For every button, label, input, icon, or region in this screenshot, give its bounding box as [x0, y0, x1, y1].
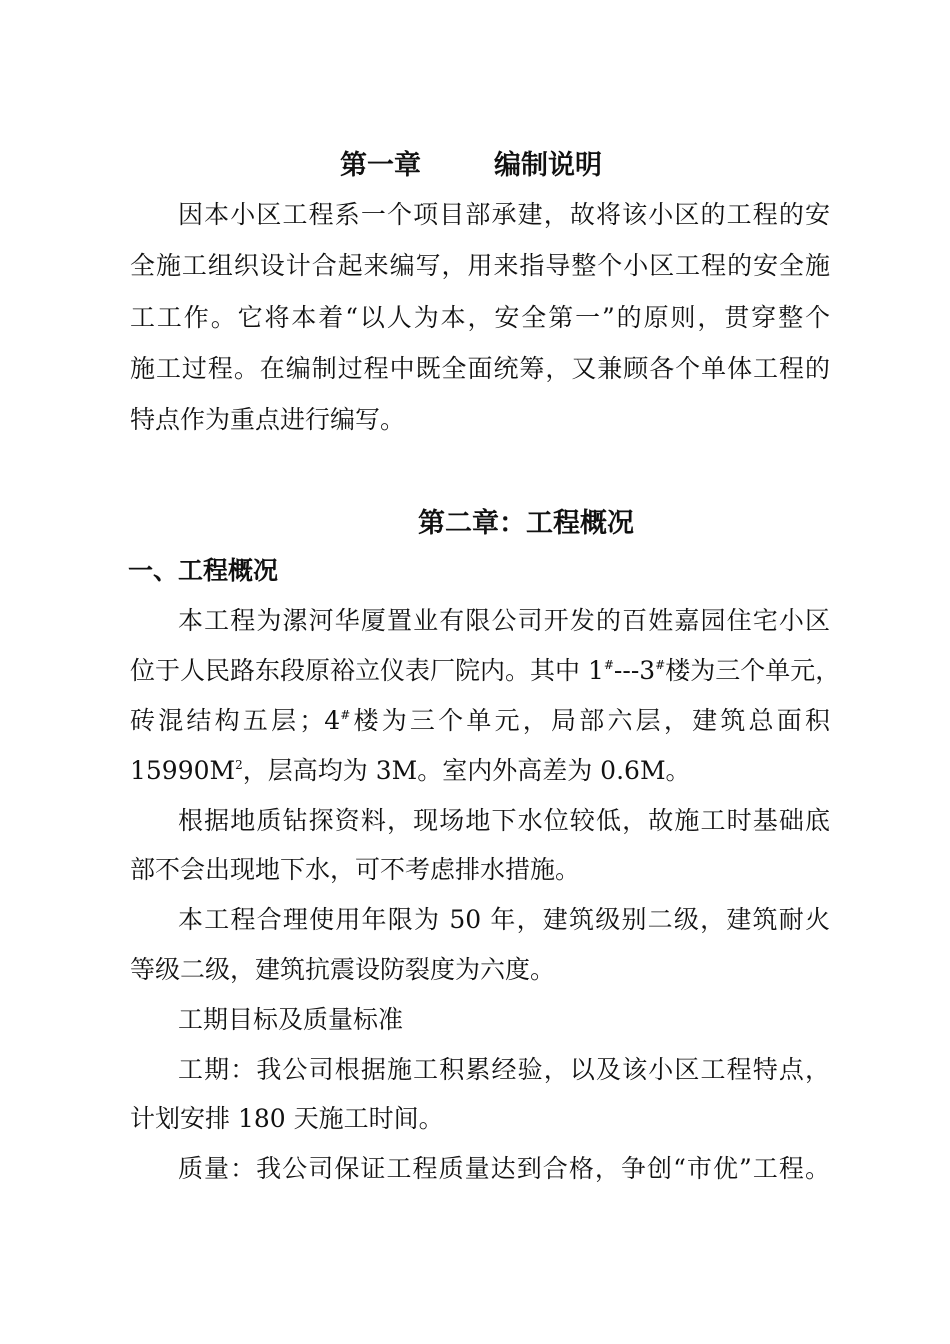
p1-line-3-sup: # — [340, 708, 351, 722]
p4-line-1: 工期目标及质量标准 — [178, 1005, 404, 1034]
chapter2-title: 第二章：工程概况 — [418, 508, 634, 539]
p1-line-2 — [130, 653, 841, 689]
chapter1-line-2: 全施工组织设计合起来编写，用来指导整个小区工程的安全施 — [130, 251, 830, 280]
chapter1-line-1: 因本小区工程系一个项目部承建，故将该小区的工程的安 — [178, 200, 830, 229]
chapter1-title-number: 第一章 — [340, 150, 421, 181]
p2-line-2: 部不会出现地下水，可不考虑排水措施。 — [130, 855, 581, 884]
p1-line-4 — [130, 753, 830, 789]
chapter1-line-5: 特点作为重点进行编写。 — [130, 405, 406, 434]
p1-line-2-b: ---3 — [613, 656, 656, 685]
chapter1-title-text: 编制说明 — [494, 150, 602, 181]
p1-line-3 — [130, 703, 830, 739]
p3-line-1: 本工程合理使用年限为 50 年，建筑级别二级，建筑耐火 — [178, 905, 830, 934]
p1-line-4-sup: 2 — [235, 758, 243, 772]
p1-line-4-b: ，层高均为 3M。室内外高差为 0.6M。 — [242, 756, 691, 785]
p2-line-1: 根据地质钻探资料，现场地下水位较低，故施工时基础底 — [178, 806, 830, 835]
chapter1-line-3: 工工作。它将本着“以人为本，安全第一”的原则，贯穿整个 — [130, 303, 830, 332]
chapter1-line-4: 施工过程。在编制过程中既全面统筹，又兼顾各个单体工程的 — [130, 354, 830, 383]
p1-line-3-a: 砖混结构五层；4 — [130, 706, 341, 735]
p1-line-3-b: 楼为三个单元，局部六层，建筑总面积 — [350, 706, 830, 735]
p1-line-2-c: 楼为三个单元， — [665, 656, 841, 685]
p5-line-2: 计划安排 180 天施工时间。 — [130, 1104, 444, 1133]
p1-line-2-sup-1: # — [603, 658, 614, 672]
section-title: 一、工程概况 — [128, 556, 279, 585]
p1-line-1: 本工程为漯河华厦置业有限公司开发的百姓嘉园住宅小区 — [178, 606, 830, 635]
p5-line-1: 工期：我公司根据施工积累经验，以及该小区工程特点， — [178, 1055, 830, 1084]
p1-line-4-a: 15990M — [130, 756, 236, 785]
p6-line-1: 质量：我公司保证工程质量达到合格，争创“市优”工程。 — [178, 1154, 830, 1183]
p1-line-2-sup-2: # — [655, 658, 666, 672]
p3-line-2: 等级二级，建筑抗震设防裂度为六度。 — [130, 955, 556, 984]
p1-line-2-a: 位于人民路东段原裕立仪表厂院内。其中 1 — [130, 656, 604, 685]
